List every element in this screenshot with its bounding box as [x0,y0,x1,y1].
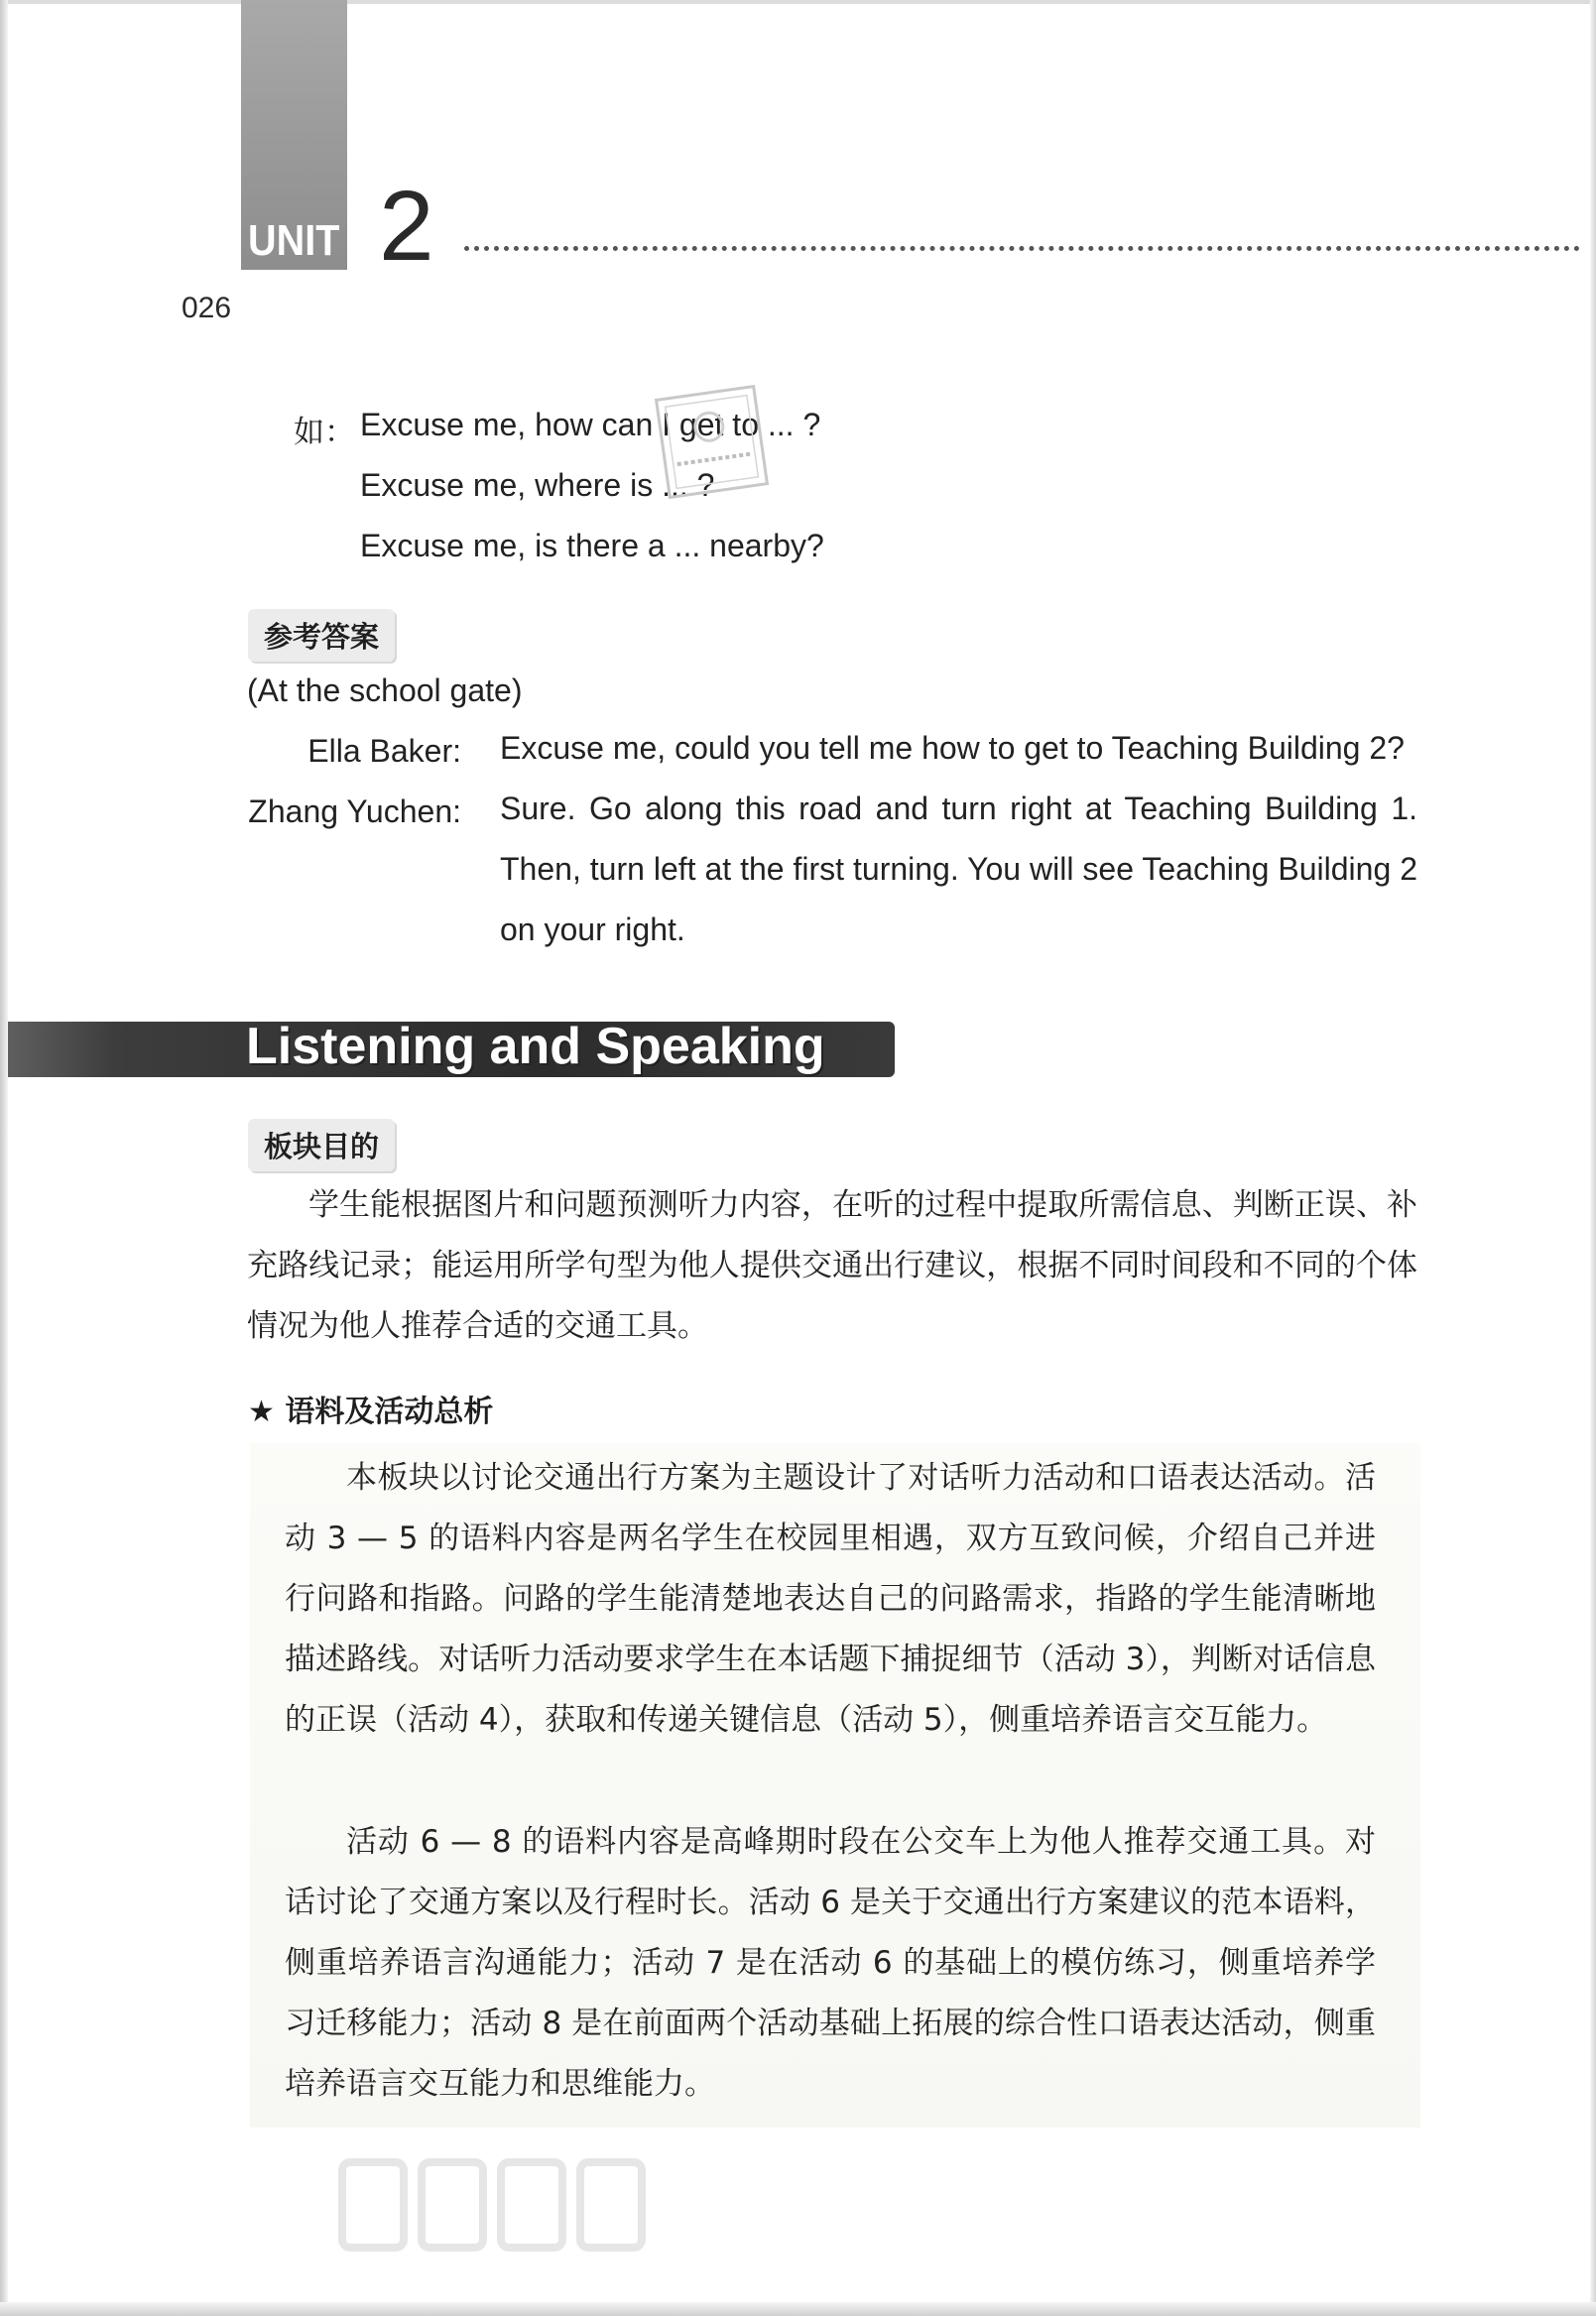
dialogue-setting: (At the school gate) [247,672,523,708]
dialogue-line-zhang: Sure. Go along this road and turn right at Teaching Building 1. Then, turn left at the first turning. You will see Teaching Building 2 on your right. [500,791,1417,947]
header-dotted-rule [464,246,1580,251]
example-line-2: Excuse me, where is ... ? [360,467,715,503]
star-icon: ★ [248,1395,275,1429]
analysis-heading [248,1387,493,1430]
example-line-3: Excuse me, is there a ... nearby? [360,528,824,563]
unit-number: 2 [379,171,434,282]
purpose-tag: 板块目的 [248,1119,395,1171]
dialogue-line-ella: Excuse me, could you tell me how to get to Teaching Building 2? [500,730,1405,766]
analysis-heading-text: 语料及活动总析 [285,1395,494,1429]
example-line-1: Excuse me, how can I get to ... ? [360,407,821,442]
watermark-logo-icon [337,2152,655,2261]
section-title: Listening and Speaking [246,1018,825,1075]
watermark-logo [337,2152,655,2283]
unit-label: UNIT [248,216,340,265]
purpose-paragraph: 学生能根据图片和问题预测听力内容，在听的过程中提取所需信息、判断正误、补充路线记录；能运用所学句型为他人提供交通出行建议，根据不同时间段和不同的个体情况为他人推荐合适的交通工具。 [247,1187,1417,1344]
page-number: 026 [182,292,232,324]
reference-answer-tag: 参考答案 [248,609,395,662]
examples-prefix: 如： [294,415,355,450]
stamp-logo-icon [648,378,777,507]
speaker-zhang-yuchen: Zhang Yuchen: [248,793,461,829]
analysis-paragraph-1: 本板块以讨论交通出行方案为主题设计了对话听力活动和口语表达活动。活动 3 — 5 的语料内容是两名学生在校园里相遇，双方互致问候，介绍自己并进行问路和指路。问路的学生能清楚地表达自己的问路需求，指路的学生能清晰地描述路线。对话听力活动要求学生在本话题下捕捉细节（活动 3），判断对话信息的正误（活动 4），获取和传递关键信息（活动 5），侧重培养语言交互能力。 [285,1460,1376,1738]
analysis-paragraph-2: 活动 6 — 8 的语料内容是高峰期时段在公交车上为他人推荐交通工具。对话讨论了交通方案以及行程时长。活动 6 是关于交通出行方案建议的范本语料，侧重培养语言沟通能力；活动 7 是在活动 6 的基础上的模仿练习，侧重培养学习迁移能力；活动 8 是在前面两个活动基础上拓展的综合性口语表达活动，侧重培养语言交互能力和思维能力。 [285,1824,1376,2102]
speaker-ella-baker: Ella Baker: [307,733,461,769]
scan-edge-left [0,0,8,2316]
scan-edge-right [1590,0,1596,2316]
scan-edge-top [0,0,1596,4]
scan-edge-bottom [0,2302,1596,2316]
